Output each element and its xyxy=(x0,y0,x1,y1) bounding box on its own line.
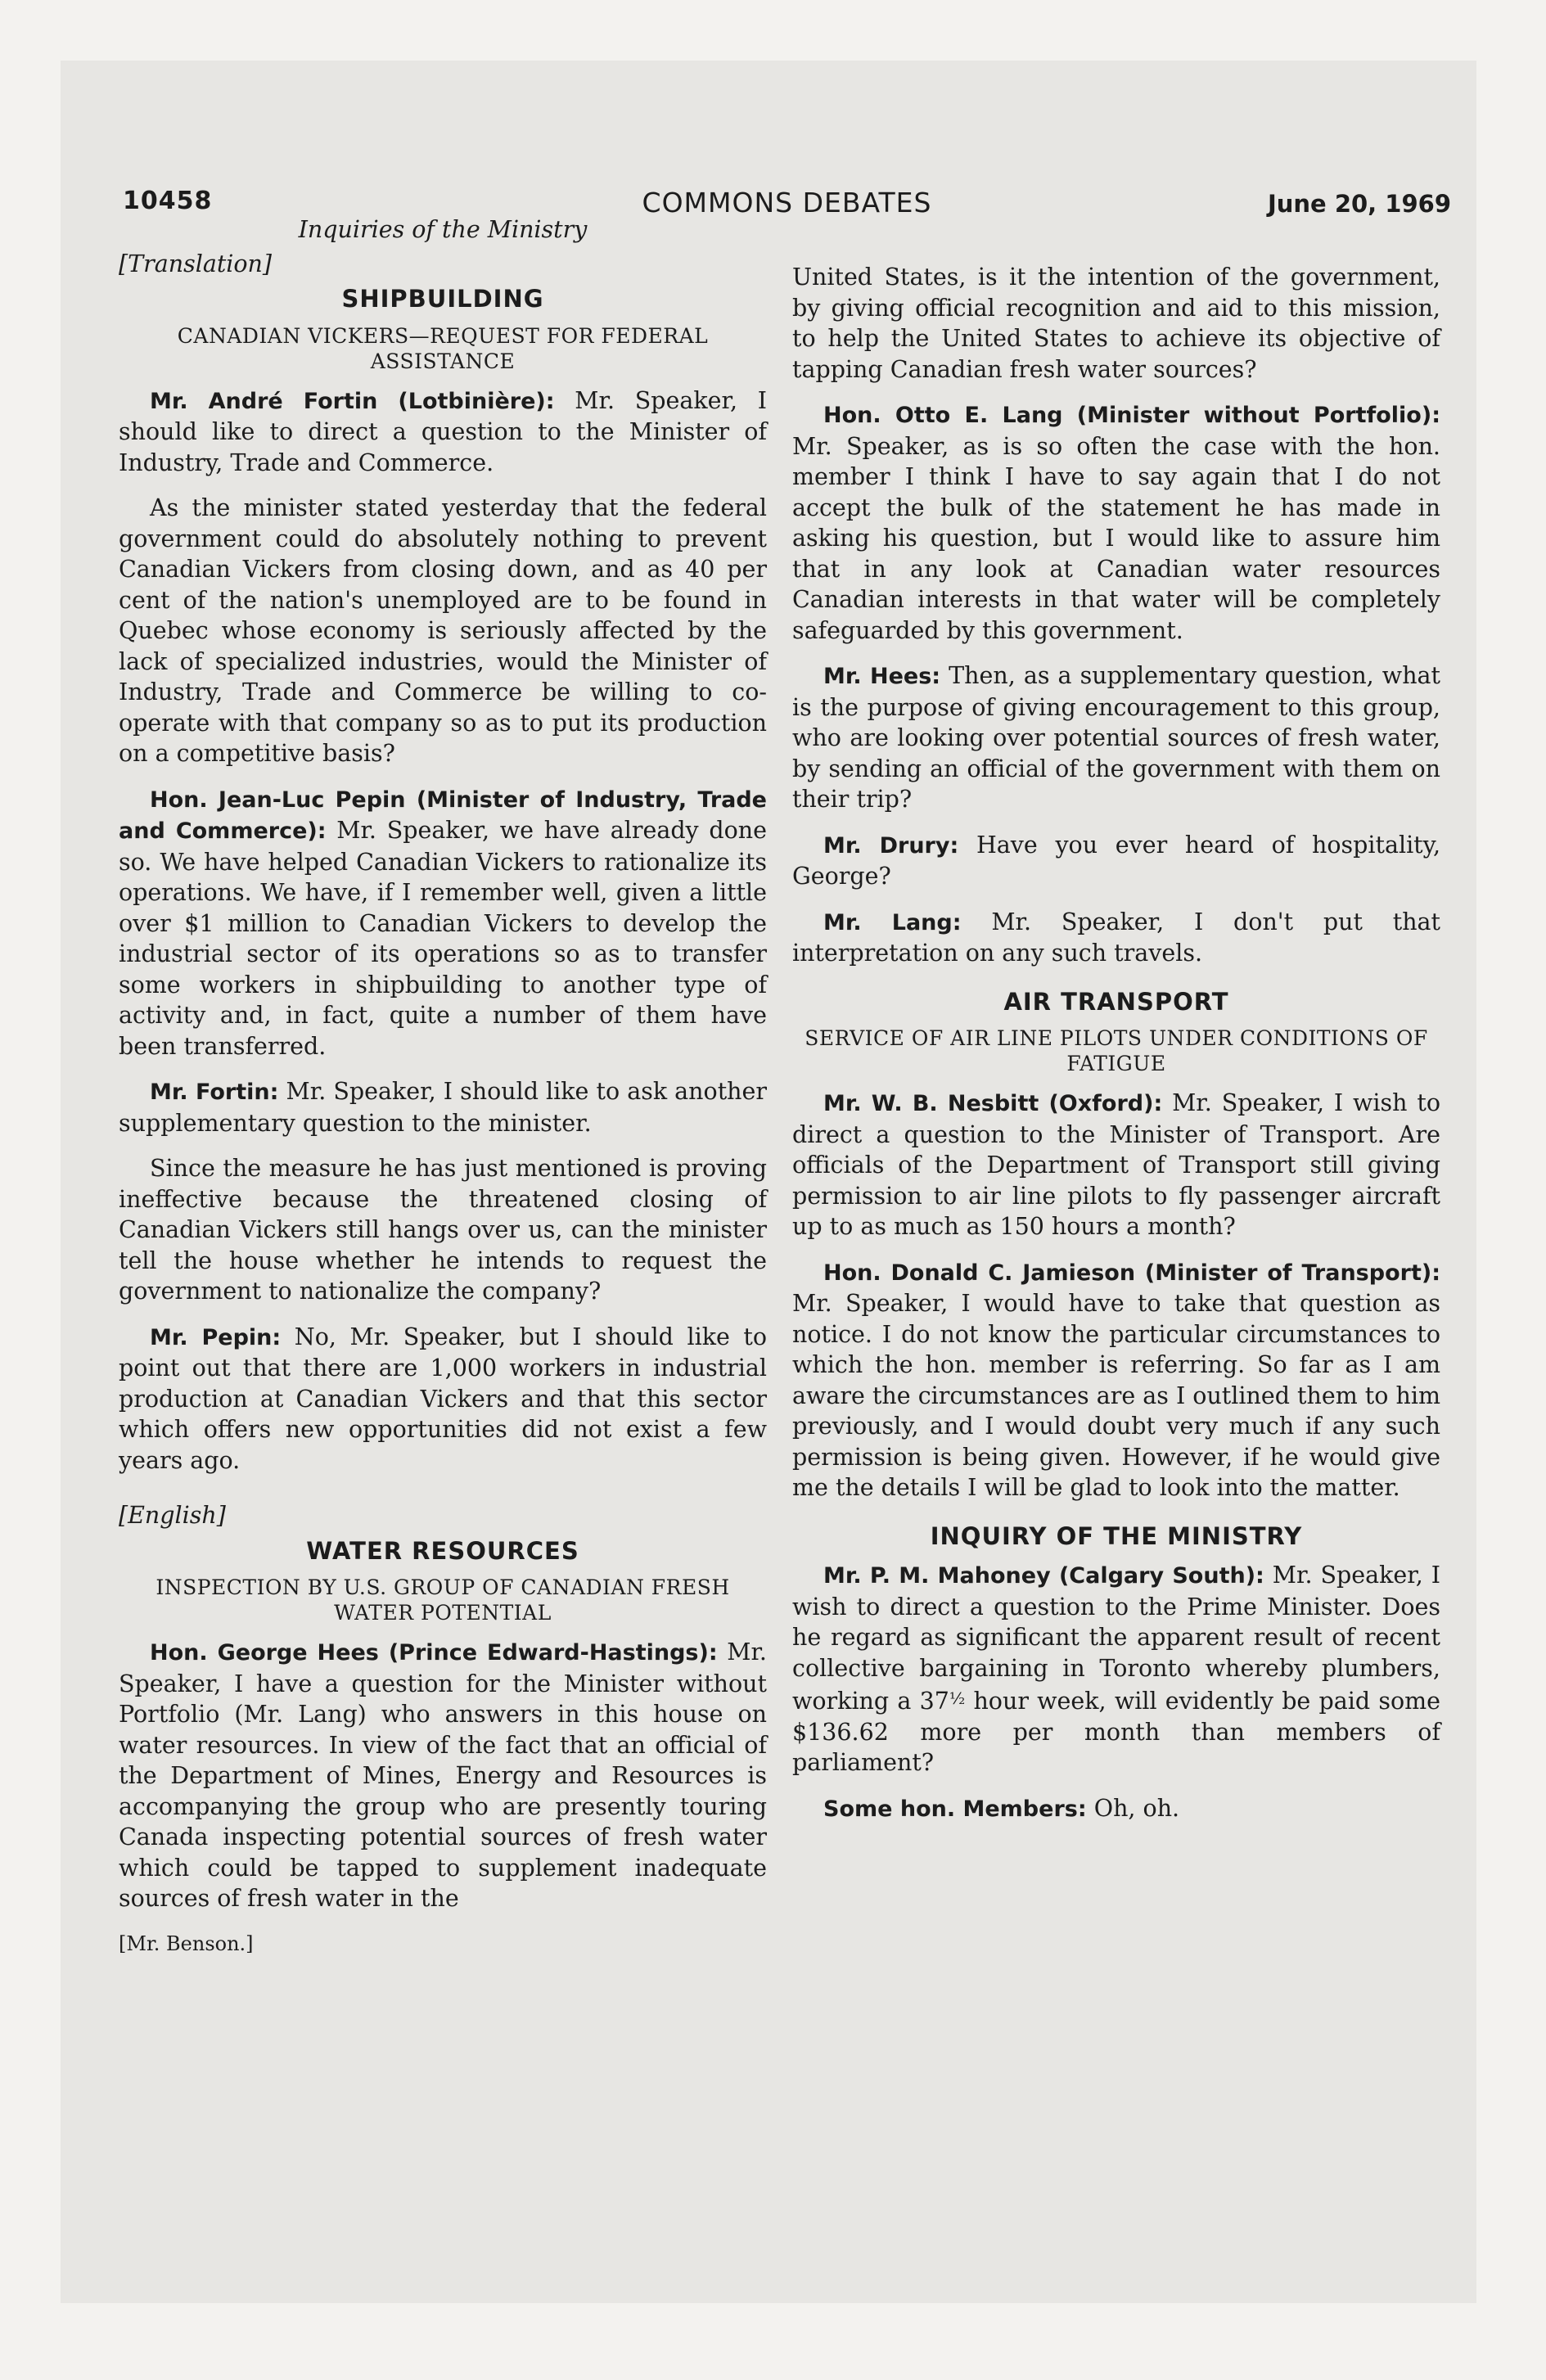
paragraph-text: Mr. Speaker, I don't put that interpretation on any such travels. xyxy=(792,908,1441,967)
paragraph-text: Mr. Speaker, I should like to ask another supplementary question to the minister. xyxy=(119,1078,767,1137)
english-tag: [English] xyxy=(119,1502,226,1529)
left-column xyxy=(119,214,767,1959)
paragraph-text: United States, is it the intention of the government, by giving official recognition and aid to this mission, to help the United States to achieve its objective of tapping Canadian fresh water sources? xyxy=(792,264,1440,383)
paragraph-text: As the minister stated yesterday that the federal government could do absolutely nothing to prevent Canadian Vickers from closing down, and as 40 per cent of the nation's unemployed are to be found in Quebec whose economy is seriously affected by the lack of specialized industries, would the Minister of Industry, Trade and Commerce be willing to co-operate with that company so as to put its production on a competitive basis? xyxy=(119,494,767,767)
paragraph-text: Mr. Speaker, we have already done so. We have helped Canadian Vickers to rationalize its operations. We have, if I remember well, given a little over $1 million to Canadian Vickers to develop the industrial sector of its operations so as to transfer some workers in shipbuilding to another type of activity and, in fact, quite a number of them have been transferred. xyxy=(119,817,767,1060)
section-heading-water-resources: WATER RESOURCES xyxy=(306,1536,579,1565)
paragraph-text: No, Mr. Speaker, but I should like to point out that there are 1,000 workers in industrial production at Canadian Vickers and that this sector which offers new opportunities did not exist a few years ago. xyxy=(119,1323,767,1474)
speaker-name: Mr. Pepin: xyxy=(150,1324,282,1350)
paragraph xyxy=(792,830,1440,892)
subheading-canadian-vickers: CANADIAN VICKERS—REQUEST FOR FEDERAL ASSISTANCE xyxy=(177,323,709,373)
paragraph xyxy=(119,1153,767,1307)
paragraph xyxy=(119,1637,767,1914)
paragraph-text: hour week, will evidently be paid some $136.62 more per month than members of parliament? xyxy=(792,1688,1440,1776)
paragraph-text: Mr. Speaker, I would have to take that question as notice. I do not know the particular circumstances to which the hon. member is referring. So far as I am aware the circumstances are as I outlined them to him previously, and I would doubt very much if any such permission is being given. However, if he would give me the details I will be glad to look into the matter. xyxy=(792,1290,1440,1501)
speaker-name: Some hon. Members: xyxy=(823,1796,1087,1822)
paragraph xyxy=(792,1257,1440,1503)
right-column xyxy=(792,262,1440,1839)
paragraph-text: Then, as a supplementary question, what is the purpose of giving encouragement to this group, who are looking over potential sources of fresh water, by sending an official of the government with them on their trip? xyxy=(792,662,1440,813)
speaker-name: Hon. Jean-Luc Pepin (Minister of Industry, Trade and Commerce): xyxy=(119,787,767,844)
translation-tag: [Translation] xyxy=(119,250,273,277)
section-heading-inquiry: INQUIRY OF THE MINISTRY xyxy=(930,1521,1303,1550)
speaker-name: Mr. Lang: xyxy=(823,909,962,935)
speaker-name: Mr. W. B. Nesbitt (Oxford): xyxy=(823,1091,1163,1116)
speaker-name: Mr. André Fortin (Lotbinière): xyxy=(150,388,555,414)
paragraph xyxy=(792,262,1440,385)
section-heading-air-transport: AIR TRANSPORT xyxy=(1003,987,1229,1016)
paragraph-text: Since the measure he has just mentioned is proving ineffective because the threatened closing of Canadian Vickers still hangs over us, can the minister tell the house whether he intends to request the government to nationalize the company? xyxy=(119,1155,767,1305)
publication-date: June 20, 1969 xyxy=(1267,190,1451,218)
section-heading-shipbuilding: SHIPBUILDING xyxy=(341,285,544,313)
paragraph xyxy=(792,1088,1440,1242)
speaker-name: Mr. Fortin: xyxy=(150,1080,279,1105)
paragraph-text: Oh, oh. xyxy=(1086,1794,1180,1822)
paragraph xyxy=(792,1560,1440,1778)
paragraph xyxy=(119,1076,767,1138)
paragraph xyxy=(119,784,767,1062)
paragraph-text: Mr. Speaker, as is so often the case with the hon. member I think I have to say again that I do not accept the bulk of the statement he has made in asking his question, but I would like to assure him that in any look at Canadian water resources Canadian interests in that water will be completely safeguarded by this government. xyxy=(792,432,1440,644)
speaker-name: Hon. George Hees (Prince Edward-Hastings): xyxy=(150,1640,718,1666)
paragraph-text: Mr. Speaker, I wish to direct a question to the Prime Minister. Does he regard as significant the apparent result of recent collective bargaining in Toronto whereby plumbers, working a 37 xyxy=(792,1562,1441,1715)
fraction-half: ½ xyxy=(949,1688,966,1708)
publication-title: COMMONS DEBATES xyxy=(642,187,932,219)
paragraph-text: Mr. Speaker, I have a question for the Minister without Portfolio (Mr. Lang) who answers in this house on water resources. In view of the fact that an official of the Department of Mines, Energy and Resources is accompanying the group who are presently touring Canada inspecting potential sources of fresh water which could be tapped to supplement inadequate sources of fresh water in the xyxy=(119,1639,767,1912)
paragraph xyxy=(792,907,1440,969)
paragraph xyxy=(119,493,767,769)
speaker-name: Mr. Drury: xyxy=(823,832,959,859)
paragraph-text: Mr. Speaker, I wish to direct a question to the Minister of Transport. Are officials of the Department of Transport still giving permission to air line pilots to fly passenger aircraft up to as much as 150 hours a month? xyxy=(792,1089,1440,1240)
running-head: Inquiries of the Ministry xyxy=(298,216,588,243)
paragraph xyxy=(792,1793,1440,1825)
paragraph-text: Mr. Speaker, I should like to direct a question to the Minister of Industry, Trade and Commerce. xyxy=(119,386,767,476)
paragraph xyxy=(792,660,1440,815)
subheading-water-inspection: INSPECTION BY U.S. GROUP OF CANADIAN FRESH WATER POTENTIAL xyxy=(156,1575,730,1625)
paragraph-text: Have you ever heard of hospitality, George? xyxy=(792,831,1441,890)
footnote: [Mr. Benson.] xyxy=(119,1931,254,1955)
paragraph xyxy=(119,1322,767,1476)
subheading-pilot-fatigue: SERVICE OF AIR LINE PILOTS UNDER CONDITIONS OF FATIGUE xyxy=(805,1026,1428,1075)
speaker-name: Mr. P. M. Mahoney (Calgary South): xyxy=(823,1563,1264,1589)
paragraph xyxy=(792,399,1440,646)
paragraph xyxy=(119,385,767,479)
page-number: 10458 xyxy=(123,187,213,215)
speaker-name: Hon. Otto E. Lang (Minister without Portfolio): xyxy=(823,403,1440,428)
speaker-name: Hon. Donald C. Jamieson (Minister of Transport): xyxy=(823,1260,1440,1286)
speaker-name: Mr. Hees: xyxy=(823,664,941,689)
